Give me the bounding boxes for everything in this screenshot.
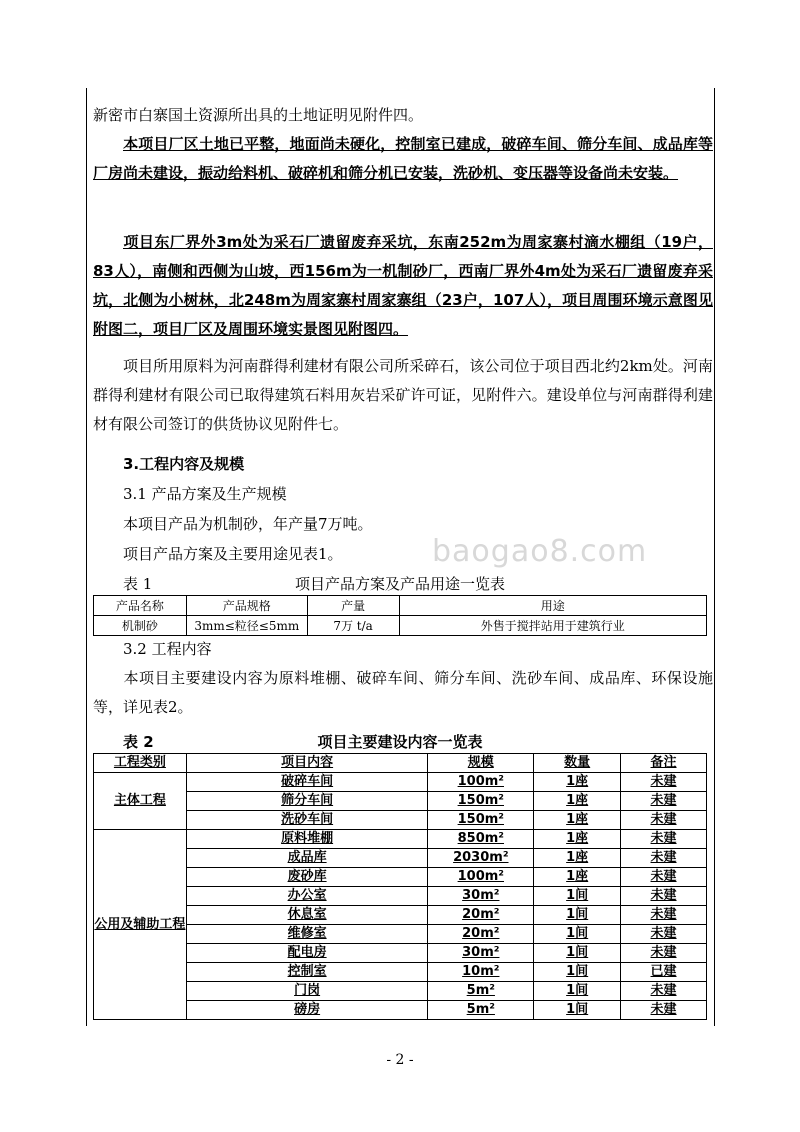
table-cell: 1间: [534, 925, 621, 944]
paragraph-site-status: 本项目厂区土地已平整，地面尚未硬化，控制室已建成，破碎车间、筛分车间、成品库等厂房尚未建设，振动给料机、破碎机和筛分机已安装，洗砂机、变压器等设备尚未安装。: [93, 135, 713, 182]
table-cell: 门岗: [186, 982, 428, 1001]
paragraph-table1-ref: 项目产品方案及主要用途见表1。: [123, 545, 343, 563]
table-cell: 未建: [621, 1001, 707, 1020]
table-row: [94, 982, 707, 1001]
table-cell: 30m²: [428, 887, 534, 906]
table-cell: 30m²: [428, 944, 534, 963]
table-cell: 配电房: [186, 944, 428, 963]
table-cell: 1座: [534, 811, 621, 830]
table-cell: 未建: [621, 811, 707, 830]
table-cell: 办公室: [186, 887, 428, 906]
section-heading-3-1: 3.1 产品方案及生产规模: [123, 485, 287, 503]
table-row: [94, 811, 707, 830]
paragraph-product: 本项目产品为机制砂，年产量7万吨。: [123, 515, 373, 533]
table-header-cell: 项目内容: [186, 754, 428, 773]
table-cell: 休息室: [186, 906, 428, 925]
table-cell: 1间: [534, 1001, 621, 1020]
table-row: [94, 906, 707, 925]
section-heading-3-2: 3.2 工程内容: [123, 640, 212, 658]
table-row: [94, 925, 707, 944]
table-cell: 1座: [534, 849, 621, 868]
table-cell: 1间: [534, 982, 621, 1001]
table-cell: 外售于搅拌站用于建筑行业: [399, 616, 706, 636]
table-row: [94, 616, 707, 636]
table-cell: 7万 t/a: [307, 616, 399, 636]
table1-product-plan: [93, 595, 707, 636]
table-cell: 未建: [621, 887, 707, 906]
paragraph-land-certificate: 新密市白寨国土资源所出具的土地证明见附件四。: [93, 106, 424, 124]
table-cell: 1间: [534, 944, 621, 963]
table-cell: 150m²: [428, 811, 534, 830]
category-cell: 主体工程: [94, 773, 187, 830]
table-cell: 5m²: [428, 982, 534, 1001]
table-cell: 100m²: [428, 773, 534, 792]
table-cell: 已建: [621, 963, 707, 982]
paragraph-raw-material: 项目所用原料为河南群得利建材有限公司所采碎石，该公司位于项目西北约2km处。河南群得利建材有限公司已取得建筑石料用灰岩采矿许可证，见附件六。建设单位与河南群得利建材有限公司签订的供货协议见附件七。: [93, 357, 713, 433]
table1-title: 项目产品方案及产品用途一览表: [294, 575, 505, 593]
table-cell: 2030m²: [428, 849, 534, 868]
table-cell: 成品库: [186, 849, 428, 868]
table-row: [94, 963, 707, 982]
table-row: [94, 773, 707, 792]
table-row: [94, 849, 707, 868]
table2-title: 项目主要建设内容一览表: [317, 733, 483, 751]
table-cell: 破碎车间: [186, 773, 428, 792]
table-cell: 磅房: [186, 1001, 428, 1020]
page-number: - 2 -: [386, 1052, 414, 1068]
table-row: [94, 868, 707, 887]
table-cell: 未建: [621, 906, 707, 925]
table-cell: 未建: [621, 792, 707, 811]
table-cell: 未建: [621, 982, 707, 1001]
table-header-cell: 用途: [399, 596, 706, 616]
table-header-row: [94, 754, 707, 773]
table-cell: 未建: [621, 830, 707, 849]
table-header-cell: 产品名称: [94, 596, 187, 616]
watermark: baogao8.com: [432, 534, 648, 569]
table-cell: 1间: [534, 906, 621, 925]
table-cell: 未建: [621, 925, 707, 944]
table-cell: 1座: [534, 830, 621, 849]
table-cell: 5m²: [428, 1001, 534, 1020]
table-header-cell: 产品规格: [186, 596, 307, 616]
table-cell: 10m²: [428, 963, 534, 982]
table2-construction-content: [93, 753, 707, 1020]
table-row: [94, 792, 707, 811]
table-cell: 原料堆棚: [186, 830, 428, 849]
table-cell: 150m²: [428, 792, 534, 811]
table-row: [94, 830, 707, 849]
table-header-cell: 备注: [621, 754, 707, 773]
table-cell: 未建: [621, 773, 707, 792]
table-cell: 洗砂车间: [186, 811, 428, 830]
table-header-cell: 产量: [307, 596, 399, 616]
category-cell: 公用及辅助工程: [94, 830, 187, 1020]
table-cell: 20m²: [428, 906, 534, 925]
table-cell: 3mm≤粒径≤5mm: [186, 616, 307, 636]
paragraph-construction-content: 本项目主要建设内容为原料堆棚、破碎车间、筛分车间、洗砂车间、成品库、环保设施等，详见表2。: [93, 669, 713, 716]
table-row: [94, 944, 707, 963]
table-cell: 20m²: [428, 925, 534, 944]
table-cell: 850m²: [428, 830, 534, 849]
table-cell: 维修室: [186, 925, 428, 944]
table-cell: 100m²: [428, 868, 534, 887]
table-cell: 1座: [534, 792, 621, 811]
table-row: [94, 887, 707, 906]
table-cell: 机制砂: [94, 616, 187, 636]
table-cell: 1间: [534, 887, 621, 906]
table-header-row: [94, 596, 707, 616]
table-cell: 未建: [621, 849, 707, 868]
table-cell: 未建: [621, 868, 707, 887]
table1-caption: [93, 574, 707, 594]
table-header-cell: 数量: [534, 754, 621, 773]
section-heading-3: 3.工程内容及规模: [123, 455, 245, 473]
table-cell: 1间: [534, 963, 621, 982]
table2-caption: [93, 732, 707, 752]
paragraph-surroundings: 项目东厂界外3m处为采石厂遗留废弃采坑，东南252m为周家寨村滴水棚组（19户，83人），南侧和西侧为山坡，西156m为一机制砂厂，西南厂界外4m处为采石厂遗留废弃采坑，北侧为小树林，北248m为周家寨村周家寨组（23户，107人），项目周围环境示意图见附图二，项目厂区及周围环境实景图见附图四。: [93, 233, 713, 338]
table-cell: 废砂库: [186, 868, 428, 887]
table-header-cell: 工程类别: [94, 754, 187, 773]
table-row: [94, 1001, 707, 1020]
table-cell: 1座: [534, 773, 621, 792]
table-header-cell: 规模: [428, 754, 534, 773]
table-cell: 筛分车间: [186, 792, 428, 811]
table-cell: 未建: [621, 944, 707, 963]
table-cell: 1座: [534, 868, 621, 887]
table-cell: 控制室: [186, 963, 428, 982]
table1-number: 表 1: [123, 575, 153, 593]
table2-number: 表 2: [123, 733, 154, 751]
